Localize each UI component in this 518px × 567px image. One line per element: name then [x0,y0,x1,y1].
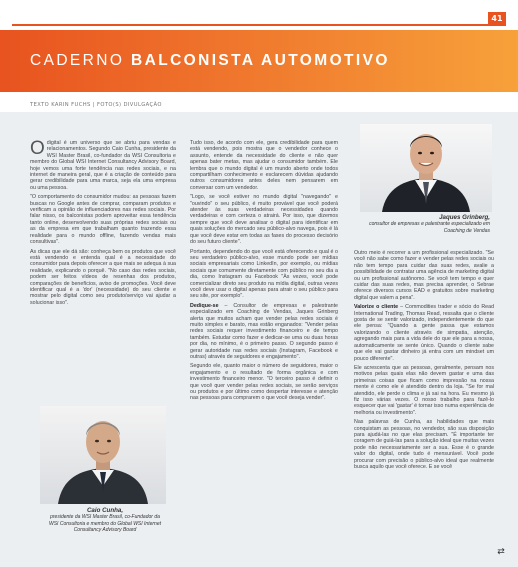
paragraph: "Logo, se você estiver no mundo digital "navegando" e "ouvindo" o seu público, é muito provável que você poderá atender às suas verdadeiras necessidades quando verdadeiras e com certeza o atrairá. Por isso, que dizemos sempre que você deve analisar o digital para identificar em quais soluções do mercado seu público-alvo navega, pois é lá que você deve estar em todas as fases do processo decisório do seu futuro cliente". [190,194,338,246]
portrait-illustration [40,406,166,504]
paragraph: "O comportamento do consumidor mudou: as pessoas fazem buscas no Google antes de comprar, comparam produtos e verificam a opinião de influenciadores nas redes sociais. Por falar nisso, os balconistas podem aproveitar essa tendência tanto online, desenvolvendo suas próprias redes sociais ou as da empresa em que trabalham quanto trazendo essa realidade para o mundo offline, fazendo vendas mais consultivas". [30,194,176,246]
caption-description: presidente da WSI Master Brasil, co-Fundador da WSI Consultoria e membro do Global WSI Internet Consultancy Advisory Board [49,514,161,534]
paragraph: Ele acrescenta que as pessoas, geralmente, pensam nos motivos pelas quais elas não devem gastar e uma das primeiras coisas que ficam como impressão na nossa mente é como ele é atendido dentro da loja. "Se for mal atendido, ele perde o clima e já sai na hora. Eu mesmo já fiz isso várias vezes. O nosso trabalho para fazê-lo esquecer que vai 'gastar' é tornar isso numa experiência de melhoria ou investimento". [354,364,494,416]
paragraph: As dicas que ele dá são: conheça bem os produtos que você está vendendo e entenda qual é a necessidade do consumidor para depois oferecer a que mais se adequa à sua realidade, explicando o porquê. "No caso das redes sociais, podem ser feitos vídeos de resenhas dos produtos, comparações de benefícios, aviso de promoções. Você deve identificar qual é a 'dor' (necessidade) do seu cliente e mostrar pelo digital como seu produto/serviço vai ajudar a solucionar isso". [30,248,176,306]
paragraph: Outro meio é recorrer a um profissional especializado. "Se você não sabe como fazer e vender pelas redes sociais ou não tem tempo para cuidar das suas redes, avalie a possibilidade de contratar uma agência de marketing digital ou um profissional autônomo. Se você tem tempo e quer cuidar das suas redes, mas precisa aprender, o Sebrae oferece diversos cursos EAD e gratuitos sobre marketing digital que valem a pena". [354,250,494,301]
paragraph-text: digital é um universo que se abriu para vendas e relacionamentos. Segundo Caio Cunha, presidente da WSI Master Brasil, co-fundador da WSI Consultoria e membro do Global WSI Internet Consultancy Advisory Board, hoje vemos uma forte tendência nas redes sociais, e na internet de maneira geral, que é a criação de conteúdo para gerar credibilidade para uma marca, seja ela uma empresa ou uma pessoa. [30,140,176,191]
paragraph-text: – Commodities trader e sócio do Read International Trading, Thomas Read, ressalta que o cliente gosta de se sentir valorizado, independentemente do que ele pensa: "Quando a gente passa que estamos valorizando o cliente através de simpatia, atenção, agregando mais para a vida dele do que ele para a nossa, automaticamente se sente único. Quando o cliente sabe que ele vai gastar dinheiro já entra com um mindset um pouco diferente". [354,304,495,362]
section-title [30,52,390,70]
subheading: Dedique-se [190,302,219,309]
article-column-1 [30,140,176,309]
section-title-bold: BALCONISTA AUTOMOTIVO [131,52,390,69]
paragraph: Portanto, dependendo do que você está oferecendo e qual é o seu verdadeiro público-alvo, esse mundo pode ser mídias sociais empresariais como LinkedIn, por exemplo, ou mídias sociais que comumente diretamente com público no seu dia a dia, como Instagram ou Facebook "Às vezes, você pode comercializar direto seu produto na mídia digital, outras vezes você deve usar o digital apenas para atrair o seu público para seu site, por exemplo". [190,248,338,300]
paragraph [354,304,494,362]
paragraph: Segundo ele, quanto maior o número de seguidores, maior o engajamento e o resultado de forma orgânica e com investimento financeiro menor. "O terceiro passo é definir o que você quer vender pelas redes sociais, se serão serviços ou produtos e por último como despertar interesse e atenção nas pessoas para comprarem o que você deseja vender". [190,363,338,402]
portrait-illustration [360,124,492,212]
photo-caption-caio [46,508,164,534]
portrait-photo-jaques [360,124,492,212]
paragraph: Nas palavras de Cunha, as habilidades que mais conquistam as pessoas, no vendedor, são sua disposição para ajudá-las no que elas precisam. "É importante ter coragem de guiá-las para a solução ideal que muitas vezes pode não necessariamente ser a sua. Esse é o grande valor do digital, onde tudo é mensurável. Você pode procurar com precisão o público-alvo ideal que realmente busca aquilo que você oferece. E se você [354,419,494,470]
section-title-light: CADERNO [30,52,132,69]
photo-caption-jaques [360,215,490,234]
top-accent-line [12,24,506,26]
caption-name: Jaques Grinberg, [439,214,490,221]
caption-name: Caio Cunha, [86,507,124,514]
article-column-2 [190,140,338,405]
caption-description: consultor de empresas e palestrante especializado em Coaching de Vendas [369,221,490,234]
continue-arrow-icon[interactable]: ⇄ [497,547,505,557]
subheading: Valorize o cliente [354,304,399,311]
portrait-photo-caio [40,406,166,504]
paragraph [30,140,176,191]
drop-cap: O [30,138,45,159]
article-column-3 [354,250,494,473]
paragraph [190,303,338,361]
article-credit: TEXTO KARIN FUCHS | FOTO(S) DIVULGAÇÃO [30,102,162,108]
paragraph-text: – Consultor de empresas e palestrante especializado em Coaching de Vendas, Jaques Grinberg alerta que muitos acham que vender pelas redes sociais é muito simples e barato, mas estão enganados: "Vender pelas redes sociais requer investimento financeiro e de tempo também. Estudar como fazer e dedicar-se uma ou duas horas por dia, no mínimo, é o primeiro passo. O segundo passo é gerar autoridade nas redes sociais (Instagram, Facebook e outras) através de seguidores e engajamento". [190,302,338,360]
page-number: 41 [488,12,506,26]
paragraph: Tudo isso, de acordo com ele, gera credibilidade para quem está vendendo, pois mostra que o vendedor conhece o assunto, entende da necessidade do cliente e não quer apenas bater metas, mas ajudar o consumidor também. Ele lembra que o mundo digital é um mundo aberto onde todos compartilham conhecimento e esclarecem dúvidas ajudando outros consumidores antes deles nem pensarem em conversar com um vendedor. [190,140,338,191]
